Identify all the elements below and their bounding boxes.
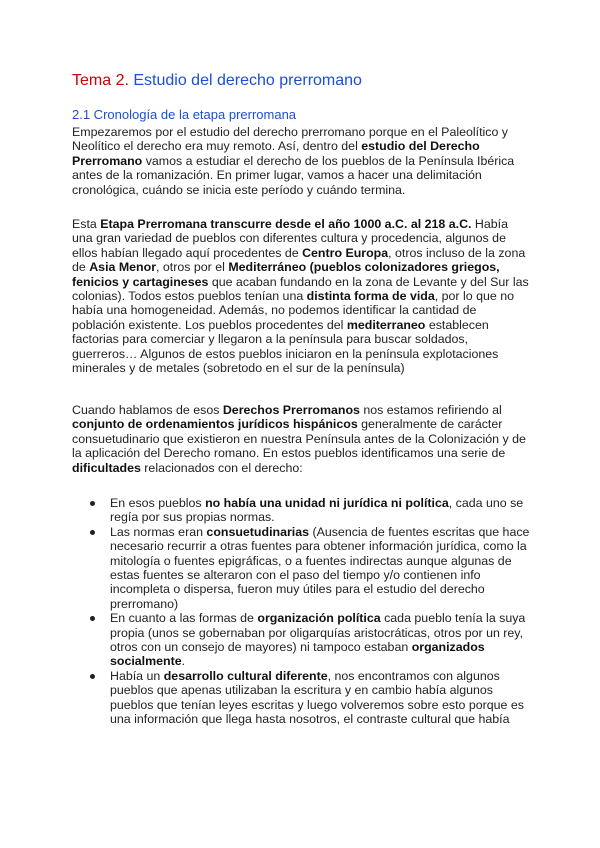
text-run: que acaban fundando en la zona de Levante y del Sur las colonias). Todos estos pueblos tenían una [72,274,529,304]
bold-text: Etapa Prerromana transcurre desde el año 1000 a.C. al 218 a.C. [100,217,472,231]
bold-text: no había una unidad ni jurídica ni política [205,496,449,510]
title-text: Estudio del derecho prerromano [128,72,362,89]
bold-text: Centro Europa [302,245,389,260]
bold-text: consuetudinarias [206,524,310,539]
text-run: Empezaremos por el estudio del derecho prerromano porque en el Paleolítico y Neolítico el derecho era muy remoto. Así, dentro del [72,125,508,154]
list-item [72,669,532,727]
bold-text: conjunto de ordenamientos jurídicos hispánicos [72,417,358,432]
list-item [72,611,532,669]
section-heading: 2.1 Cronología de la etapa prerromana [72,107,297,122]
text-run: Esta [72,217,101,231]
text-run: generalmente de carácter consuetudinario que existieron en nuestra Península antes de la Colonización y de la aplicación del Derecho romano. En estos pueblos identificamos una serie de [72,417,526,461]
text-run: , cada uno se regía por sus propias normas. [110,496,524,525]
text-run: Había un [110,668,164,683]
text-run: , otros por el [156,260,229,275]
page-title [72,71,532,90]
bold-text: Derechos Prerromanos [222,403,360,417]
text-run: Las normas eran [110,524,207,539]
bold-text: mediterraneo [346,317,426,332]
bold-text: organizados socialmente [110,640,485,669]
text-run: Había una gran variedad de pueblos con diferentes cultura y procedencia, algunos de ellos habían llegado aquí procedentes de [72,217,508,260]
text-run: , nos encontramos con algunos pueblos que apenas utilizaban la escritura y en cambio había algunos pueblos que tenían leyes escritas y luego volveremos sobre esto porque es una información que llega hasta nosotros, el contraste cultural que había [110,668,524,727]
list-item [72,525,532,611]
text-run: , por lo que no había una homogeneidad. Además, no podemos identificar la cantidad de población existente. Los pueblos procedentes del [72,289,514,332]
text-run: . [181,654,186,669]
text-run: establecen factorias para comerciar y llegaron a la península para buscar soldados, guerreros… Algunos de estos pueblos iniciaron en la península explotaciones minerales y de metales (sobretodo en el sur de la península) [72,317,499,376]
bold-text: Mediterráneo (pueblos colonizadores griegos, fenicios y cartagineses [72,260,500,289]
bold-text: organización política [257,611,381,626]
bold-text: Asia Menor [89,260,157,275]
text-run: , otros incluso de la zona de [72,245,526,275]
bold-text: desarrollo cultural diferente [163,668,328,683]
bold-text: distinta forma de vida [306,289,435,304]
paragraph-intro [72,125,532,197]
paragraph-etapa [72,217,532,375]
text-run: vamos a estudiar el derecho de los pueblos de la Península Ibérica antes de la romanización. En primer lugar, vamos a hacer una delimitación cronológica, cuándo se inicia este período y cuándo termina. [72,153,515,197]
text-run: Cuando hablamos de esos [72,403,223,417]
bold-text: dificultades [72,460,141,475]
text-run: (Ausencia de fuentes escritas que hace necesario recurrir a otras fuentes para obtener información jurídica, como la mitología o fuentes epigráficas, o a fuentes indirectas aunque algunas de estas fuentes se alteraron con el paso del tiempo y/o contienen info incompleta o dispersa, fueron muy útiles para el estudio del derecho prerromano) [110,524,530,611]
text-run: nos estamos refiriendo al [359,403,502,417]
list-item [72,496,532,525]
text-run: En cuanto a las formas de [110,611,258,626]
difficulties-list [72,496,532,727]
bold-text: estudio del Derecho Prerromano [72,139,480,168]
text-run: En esos pueblos [110,496,206,510]
text-run: relacionados con el derecho: [140,460,303,475]
text-run: cada pueblo tenía la suya propia (unos se gobernaban por oligarquías aristocráticas, otros por un rey, otros con un consejo de mayores) ni tampoco estaban [110,611,526,655]
paragraph-derechos [72,403,532,475]
title-prefix: Tema 2. [72,72,129,89]
